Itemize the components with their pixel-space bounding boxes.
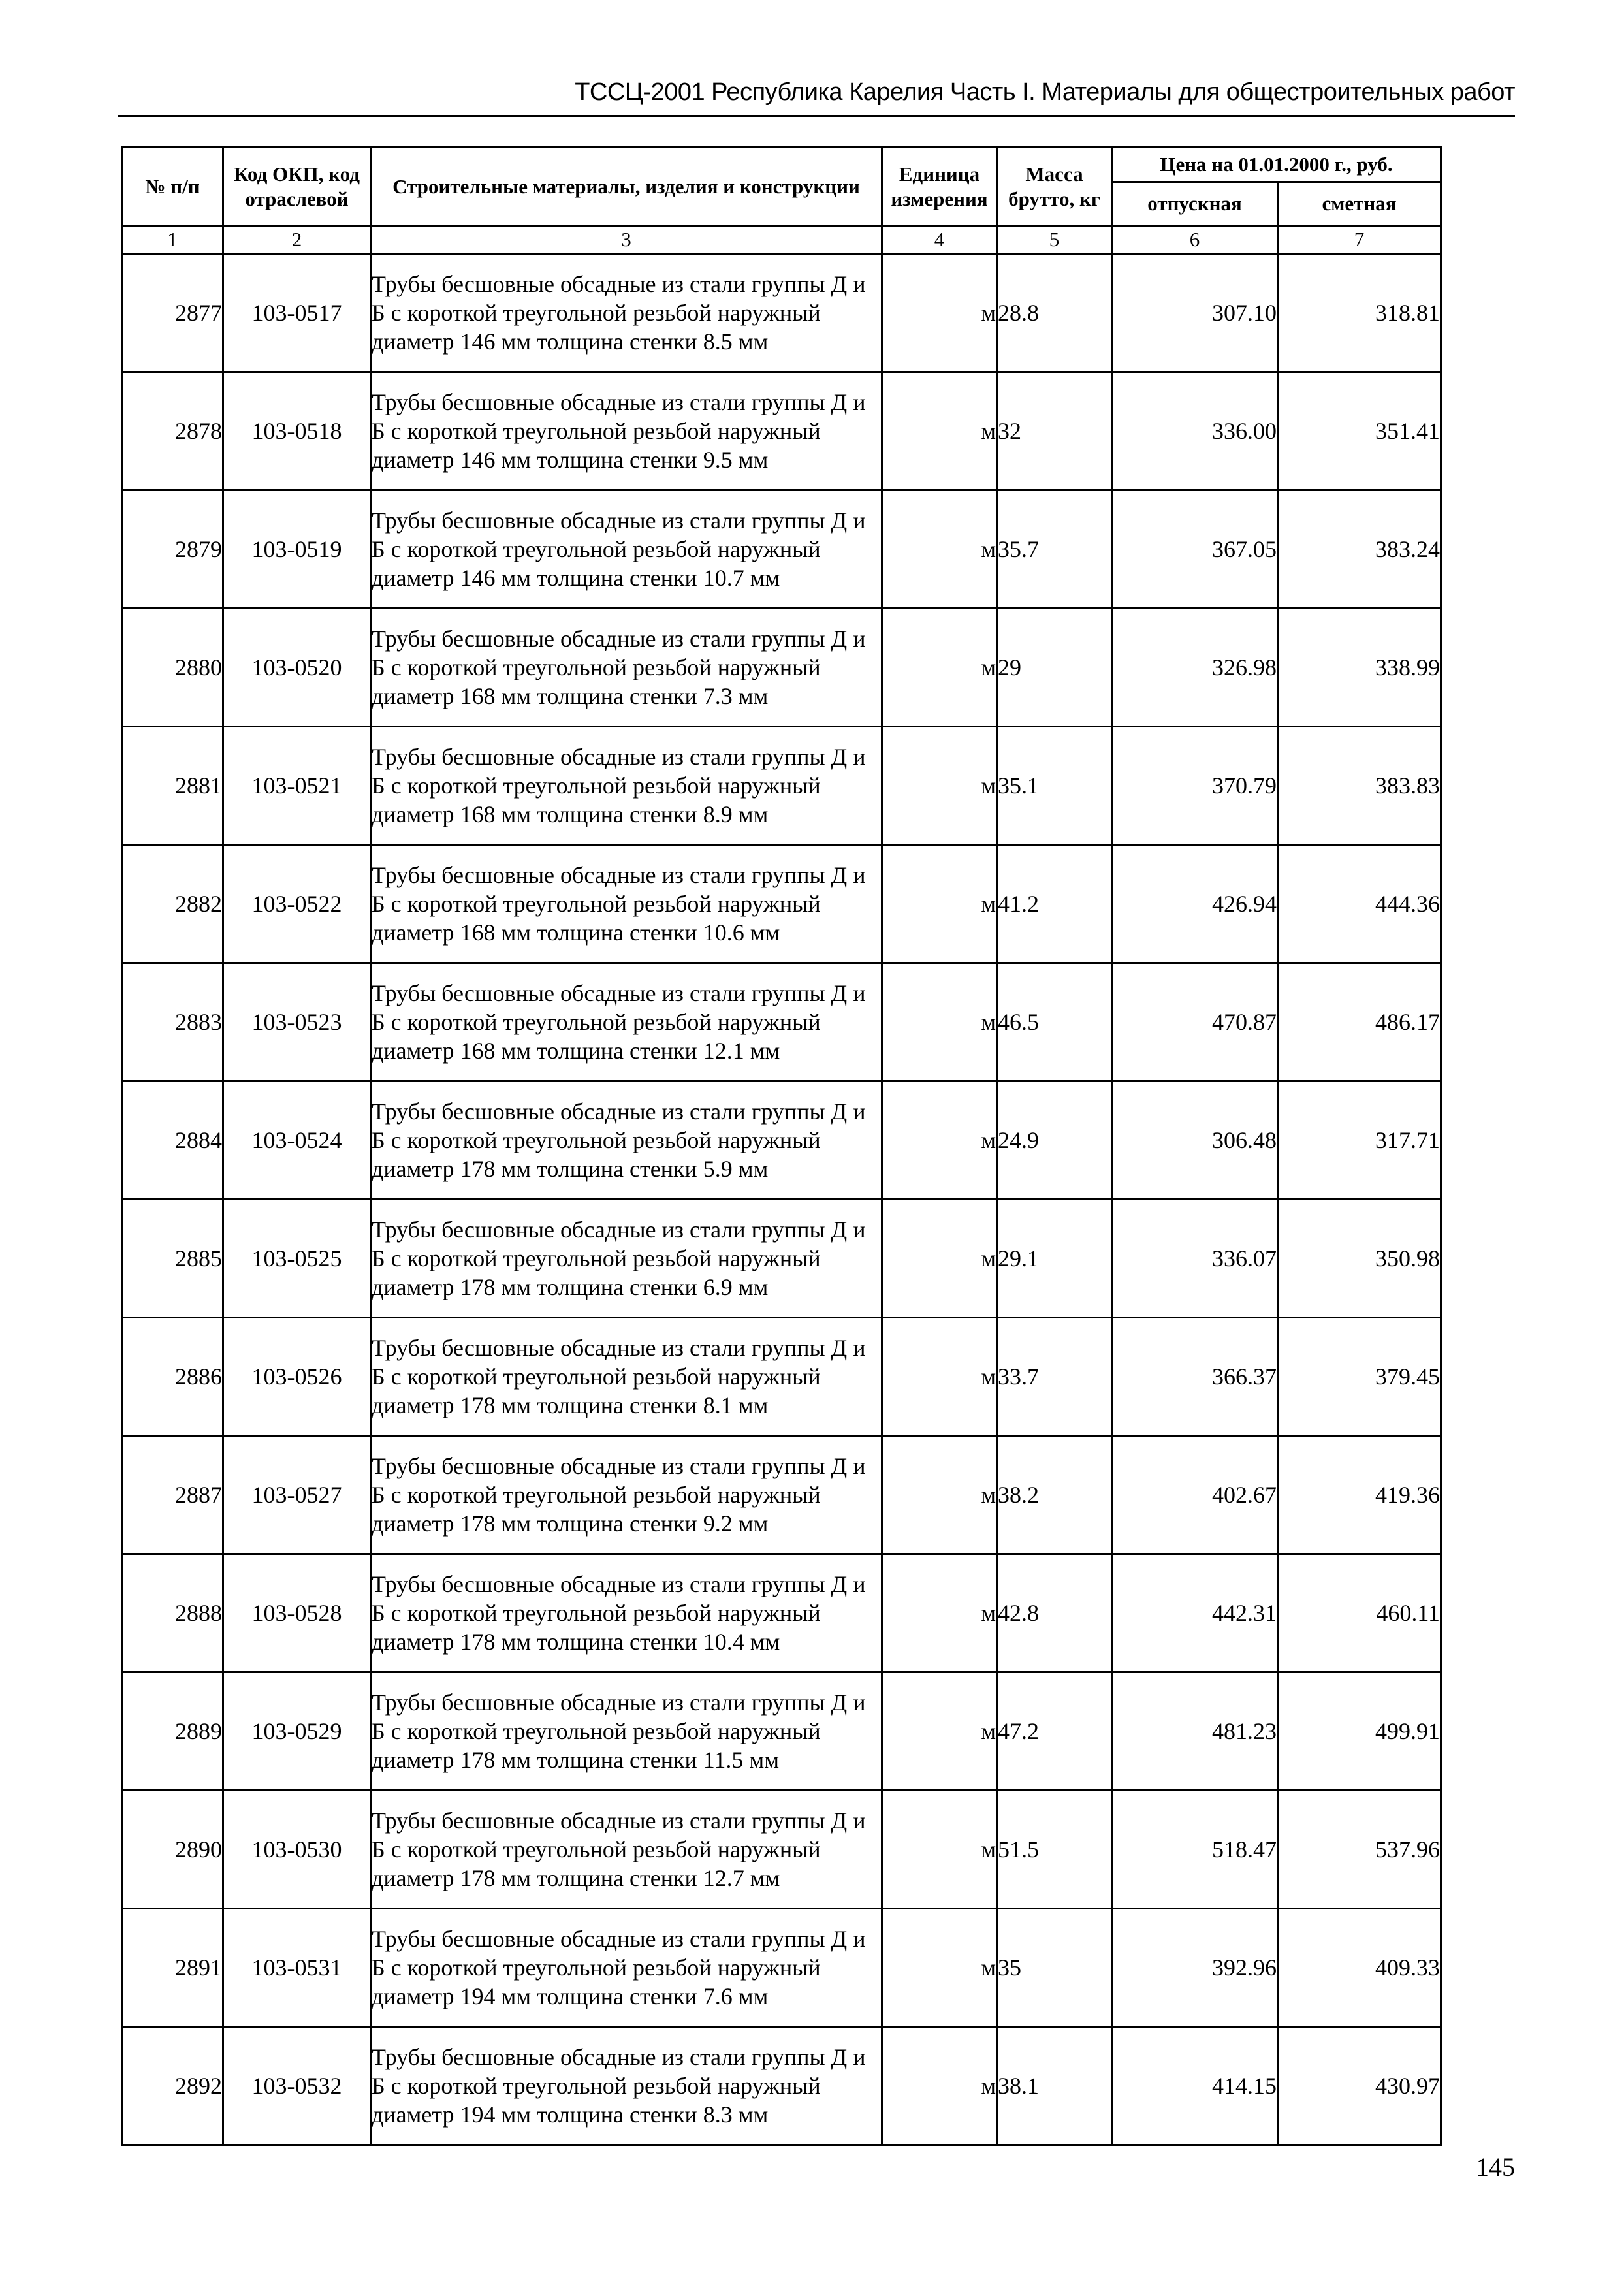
table-row <box>122 727 1441 845</box>
row-mass: 29 <box>997 609 1112 727</box>
column-numbers-row <box>122 226 1441 254</box>
table-row <box>122 1791 1441 1909</box>
row-mass: 32 <box>997 372 1112 490</box>
row-unit: м <box>882 254 997 372</box>
table-row <box>122 1554 1441 1672</box>
row-name: Трубы бесшовные обсадные из стали группы Д и Б с короткой треугольной резьбой наружный диаметр 178 мм толщина стенки 10.4 мм <box>371 1554 882 1672</box>
column-number: 2 <box>223 226 371 254</box>
header-code: Код ОКП, код отраслевой <box>223 148 371 226</box>
row-price-release: 306.48 <box>1112 1081 1278 1200</box>
row-mass: 35 <box>997 1909 1112 2027</box>
table-body <box>122 254 1441 2145</box>
row-number: 2884 <box>122 1081 223 1200</box>
row-price-release: 402.67 <box>1112 1436 1278 1554</box>
row-price-release: 336.00 <box>1112 372 1278 490</box>
row-unit: м <box>882 1554 997 1672</box>
row-number: 2883 <box>122 963 223 1081</box>
row-price-estimate: 430.97 <box>1278 2027 1441 2145</box>
row-mass: 28.8 <box>997 254 1112 372</box>
header-price-release: отпускная <box>1112 182 1278 226</box>
row-number: 2880 <box>122 609 223 727</box>
row-price-release: 326.98 <box>1112 609 1278 727</box>
price-table <box>121 146 1442 2146</box>
row-code: 103-0522 <box>223 845 371 963</box>
row-price-release: 518.47 <box>1112 1791 1278 1909</box>
row-name: Трубы бесшовные обсадные из стали группы Д и Б с короткой треугольной резьбой наружный диаметр 168 мм толщина стенки 7.3 мм <box>371 609 882 727</box>
row-code: 103-0523 <box>223 963 371 1081</box>
header-divider <box>118 115 1515 117</box>
row-mass: 35.1 <box>997 727 1112 845</box>
row-unit: м <box>882 1436 997 1554</box>
row-unit: м <box>882 490 997 609</box>
row-mass: 29.1 <box>997 1200 1112 1318</box>
row-price-release: 442.31 <box>1112 1554 1278 1672</box>
header-num: № п/п <box>122 148 223 226</box>
row-price-estimate: 338.99 <box>1278 609 1441 727</box>
header-price-group: Цена на 01.01.2000 г., руб. <box>1112 148 1441 182</box>
row-code: 103-0521 <box>223 727 371 845</box>
row-mass: 41.2 <box>997 845 1112 963</box>
row-code: 103-0528 <box>223 1554 371 1672</box>
row-unit: м <box>882 845 997 963</box>
row-price-release: 366.37 <box>1112 1318 1278 1436</box>
row-unit: м <box>882 727 997 845</box>
row-price-release: 392.96 <box>1112 1909 1278 2027</box>
row-price-estimate: 318.81 <box>1278 254 1441 372</box>
row-price-estimate: 351.41 <box>1278 372 1441 490</box>
row-name: Трубы бесшовные обсадные из стали группы Д и Б с короткой треугольной резьбой наружный диаметр 178 мм толщина стенки 8.1 мм <box>371 1318 882 1436</box>
row-number: 2889 <box>122 1672 223 1791</box>
row-mass: 33.7 <box>997 1318 1112 1436</box>
row-price-estimate: 350.98 <box>1278 1200 1441 1318</box>
row-unit: м <box>882 2027 997 2145</box>
row-price-release: 414.15 <box>1112 2027 1278 2145</box>
row-unit: м <box>882 1791 997 1909</box>
row-name: Трубы бесшовные обсадные из стали группы Д и Б с короткой треугольной резьбой наружный диаметр 178 мм толщина стенки 11.5 мм <box>371 1672 882 1791</box>
row-number: 2890 <box>122 1791 223 1909</box>
row-name: Трубы бесшовные обсадные из стали группы Д и Б с короткой треугольной резьбой наружный диаметр 194 мм толщина стенки 7.6 мм <box>371 1909 882 2027</box>
row-price-release: 426.94 <box>1112 845 1278 963</box>
row-name: Трубы бесшовные обсадные из стали группы Д и Б с короткой треугольной резьбой наружный диаметр 178 мм толщина стенки 6.9 мм <box>371 1200 882 1318</box>
row-mass: 38.1 <box>997 2027 1112 2145</box>
row-number: 2887 <box>122 1436 223 1554</box>
row-number: 2886 <box>122 1318 223 1436</box>
row-price-estimate: 383.24 <box>1278 490 1441 609</box>
row-mass: 51.5 <box>997 1791 1112 1909</box>
table-row <box>122 1200 1441 1318</box>
row-mass: 38.2 <box>997 1436 1112 1554</box>
row-unit: м <box>882 1318 997 1436</box>
table-header <box>122 148 1441 254</box>
row-price-estimate: 379.45 <box>1278 1318 1441 1436</box>
row-mass: 24.9 <box>997 1081 1112 1200</box>
row-unit: м <box>882 1672 997 1791</box>
row-number: 2892 <box>122 2027 223 2145</box>
column-number: 6 <box>1112 226 1278 254</box>
row-name: Трубы бесшовные обсадные из стали группы Д и Б с короткой треугольной резьбой наружный диаметр 146 мм толщина стенки 10.7 мм <box>371 490 882 609</box>
row-number: 2885 <box>122 1200 223 1318</box>
row-price-estimate: 499.91 <box>1278 1672 1441 1791</box>
row-name: Трубы бесшовные обсадные из стали группы Д и Б с короткой треугольной резьбой наружный диаметр 178 мм толщина стенки 12.7 мм <box>371 1791 882 1909</box>
row-number: 2881 <box>122 727 223 845</box>
row-code: 103-0519 <box>223 490 371 609</box>
table-row <box>122 609 1441 727</box>
table-row <box>122 1436 1441 1554</box>
row-price-release: 307.10 <box>1112 254 1278 372</box>
row-code: 103-0531 <box>223 1909 371 2027</box>
row-price-estimate: 409.33 <box>1278 1909 1441 2027</box>
row-code: 103-0530 <box>223 1791 371 1909</box>
row-code: 103-0526 <box>223 1318 371 1436</box>
row-price-estimate: 317.71 <box>1278 1081 1441 1200</box>
row-mass: 47.2 <box>997 1672 1112 1791</box>
row-number: 2877 <box>122 254 223 372</box>
row-price-release: 370.79 <box>1112 727 1278 845</box>
row-code: 103-0518 <box>223 372 371 490</box>
table-row <box>122 1909 1441 2027</box>
row-price-estimate: 444.36 <box>1278 845 1441 963</box>
row-code: 103-0524 <box>223 1081 371 1200</box>
table-row <box>122 1081 1441 1200</box>
row-code: 103-0532 <box>223 2027 371 2145</box>
page-number: 145 <box>1476 2152 1515 2182</box>
row-unit: м <box>882 1200 997 1318</box>
row-unit: м <box>882 1909 997 2027</box>
row-mass: 35.7 <box>997 490 1112 609</box>
row-price-estimate: 486.17 <box>1278 963 1441 1081</box>
row-unit: м <box>882 609 997 727</box>
row-number: 2891 <box>122 1909 223 2027</box>
page-header-title: ТССЦ-2001 Республика Карелия Часть I. Материалы для общестроительных работ <box>575 78 1515 106</box>
row-code: 103-0517 <box>223 254 371 372</box>
header-price-estimate: сметная <box>1278 182 1441 226</box>
row-number: 2882 <box>122 845 223 963</box>
table-row <box>122 963 1441 1081</box>
header-mass: Масса брутто, кг <box>997 148 1112 226</box>
row-code: 103-0529 <box>223 1672 371 1791</box>
header-name: Строительные материалы, изделия и конструкции <box>371 148 882 226</box>
table-row <box>122 254 1441 372</box>
table-row <box>122 1672 1441 1791</box>
row-unit: м <box>882 963 997 1081</box>
row-mass: 42.8 <box>997 1554 1112 1672</box>
table-row <box>122 372 1441 490</box>
row-name: Трубы бесшовные обсадные из стали группы Д и Б с короткой треугольной резьбой наружный диаметр 168 мм толщина стенки 8.9 мм <box>371 727 882 845</box>
row-number: 2888 <box>122 1554 223 1672</box>
table-row <box>122 1318 1441 1436</box>
row-name: Трубы бесшовные обсадные из стали группы Д и Б с короткой треугольной резьбой наружный диаметр 168 мм толщина стенки 10.6 мм <box>371 845 882 963</box>
row-price-release: 481.23 <box>1112 1672 1278 1791</box>
row-code: 103-0525 <box>223 1200 371 1318</box>
row-unit: м <box>882 1081 997 1200</box>
column-number: 3 <box>371 226 882 254</box>
row-name: Трубы бесшовные обсадные из стали группы Д и Б с короткой треугольной резьбой наружный диаметр 178 мм толщина стенки 9.2 мм <box>371 1436 882 1554</box>
header-unit: Единица измерения <box>882 148 997 226</box>
row-name: Трубы бесшовные обсадные из стали группы Д и Б с короткой треугольной резьбой наружный диаметр 146 мм толщина стенки 8.5 мм <box>371 254 882 372</box>
table-row <box>122 490 1441 609</box>
row-price-estimate: 383.83 <box>1278 727 1441 845</box>
row-number: 2878 <box>122 372 223 490</box>
row-name: Трубы бесшовные обсадные из стали группы Д и Б с короткой треугольной резьбой наружный диаметр 168 мм толщина стенки 12.1 мм <box>371 963 882 1081</box>
row-unit: м <box>882 372 997 490</box>
row-price-estimate: 537.96 <box>1278 1791 1441 1909</box>
row-price-release: 470.87 <box>1112 963 1278 1081</box>
row-code: 103-0520 <box>223 609 371 727</box>
row-price-release: 367.05 <box>1112 490 1278 609</box>
row-name: Трубы бесшовные обсадные из стали группы Д и Б с короткой треугольной резьбой наружный диаметр 194 мм толщина стенки 8.3 мм <box>371 2027 882 2145</box>
column-number: 4 <box>882 226 997 254</box>
table-row <box>122 845 1441 963</box>
row-number: 2879 <box>122 490 223 609</box>
row-price-estimate: 419.36 <box>1278 1436 1441 1554</box>
row-name: Трубы бесшовные обсадные из стали группы Д и Б с короткой треугольной резьбой наружный диаметр 146 мм толщина стенки 9.5 мм <box>371 372 882 490</box>
row-code: 103-0527 <box>223 1436 371 1554</box>
table-row <box>122 2027 1441 2145</box>
row-price-release: 336.07 <box>1112 1200 1278 1318</box>
row-name: Трубы бесшовные обсадные из стали группы Д и Б с короткой треугольной резьбой наружный диаметр 178 мм толщина стенки 5.9 мм <box>371 1081 882 1200</box>
column-number: 7 <box>1278 226 1441 254</box>
column-number: 1 <box>122 226 223 254</box>
row-mass: 46.5 <box>997 963 1112 1081</box>
column-number: 5 <box>997 226 1112 254</box>
row-price-estimate: 460.11 <box>1278 1554 1441 1672</box>
